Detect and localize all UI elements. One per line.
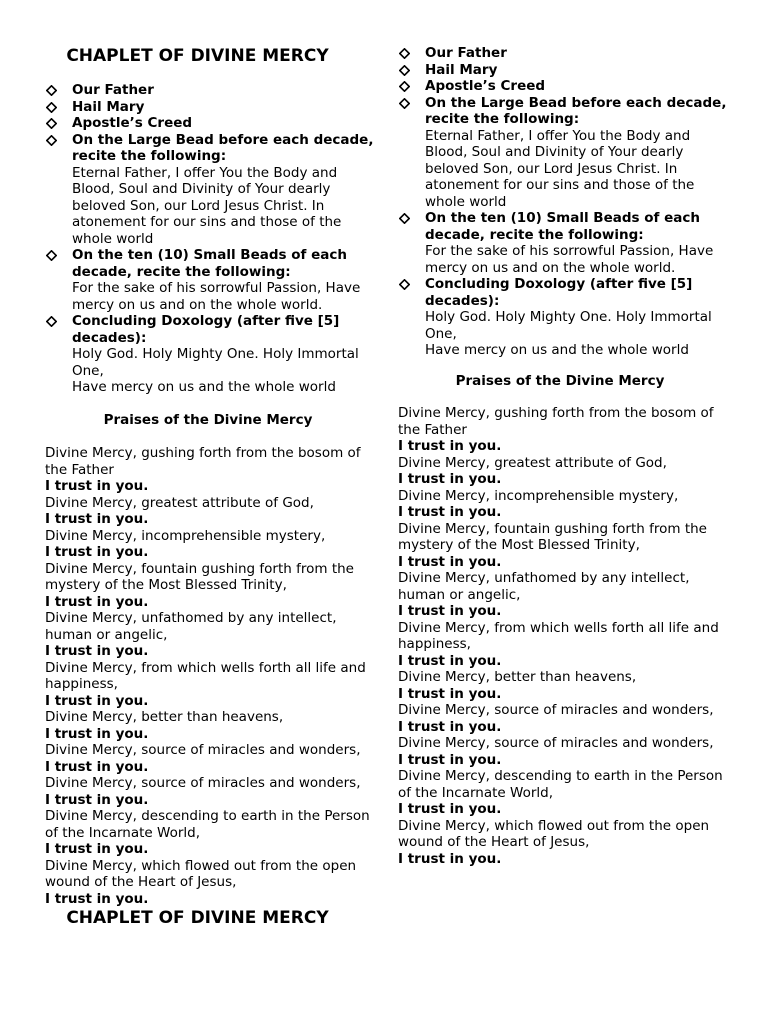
prayer-item <box>398 62 728 79</box>
praises-list <box>45 445 375 907</box>
praise-line: Divine Mercy, incomprehensible mystery, <box>45 527 326 544</box>
praise-line: Divine Mercy, source of miracles and wonders, <box>398 735 714 751</box>
prayer-heading: Apostle’s Creed <box>72 115 193 131</box>
prayer-item <box>398 78 728 95</box>
praise-response: I trust in you. <box>398 685 502 702</box>
prayer-item <box>45 99 375 116</box>
praise-line: Divine Mercy, source of miracles and wonders, <box>398 702 714 718</box>
prayer-heading: Hail Mary <box>425 61 498 78</box>
diamond-bullet-icon <box>46 135 57 146</box>
praise-response: I trust in you. <box>398 471 502 487</box>
praise-response: I trust in you. <box>45 791 149 808</box>
praise-line: Divine Mercy, descending to earth in the Person of the Incarnate World, <box>45 808 370 841</box>
praise-response: I trust in you. <box>398 801 502 817</box>
prayer-text: Have mercy on us and the whole world <box>72 379 336 395</box>
praise-line: Divine Mercy, source of miracles and wonders, <box>45 742 361 758</box>
prayer-list <box>45 82 375 396</box>
praise-response: I trust in you. <box>45 643 149 659</box>
prayer-heading: On the Large Bead before each decade, recite the following: <box>425 94 727 127</box>
prayer-text: For the sake of his sorrowful Passion, Have mercy on us and on the whole world. <box>72 280 361 313</box>
praise-line: Divine Mercy, fountain gushing forth from the mystery of the Most Blessed Trinity, <box>398 520 707 553</box>
praise-response: I trust in you. <box>45 692 149 709</box>
prayer-text: Have mercy on us and the whole world <box>425 342 689 358</box>
diamond-bullet-icon <box>399 65 410 76</box>
praise-line: Divine Mercy, source of miracles and wonders, <box>45 775 361 791</box>
document-title-repeat: CHAPLET OF DIVINE MERCY <box>66 908 329 928</box>
praise-line: Divine Mercy, incomprehensible mystery, <box>398 487 679 504</box>
prayer-item <box>45 247 375 313</box>
prayer-item <box>45 313 375 396</box>
praise-response: I trust in you. <box>45 841 149 857</box>
prayer-heading: Our Father <box>425 45 507 61</box>
praise-line: Divine Mercy, greatest attribute of God, <box>45 494 314 511</box>
prayer-item <box>398 276 728 359</box>
praise-response: I trust in you. <box>398 553 502 570</box>
praise-line: Divine Mercy, gushing forth from the bosom of the Father <box>45 445 361 478</box>
diamond-bullet-icon <box>46 118 57 129</box>
praise-line: Divine Mercy, better than heavens, <box>45 709 284 725</box>
prayer-item <box>398 45 728 62</box>
diamond-bullet-icon <box>399 279 410 290</box>
praise-response: I trust in you. <box>398 603 502 619</box>
diamond-bullet-icon <box>46 316 57 327</box>
prayer-text: Eternal Father, I offer You the Body and Blood, Soul and Divinity of Your dearly beloved Son, our Lord Jesus Christ. In atonement for our sins and those of the whole world <box>425 127 695 210</box>
praise-response: I trust in you. <box>45 593 149 610</box>
praises-list <box>398 405 728 867</box>
prayer-heading: On the ten (10) Small Beads of each decade, recite the following: <box>72 247 347 280</box>
praise-response: I trust in you. <box>45 758 149 775</box>
praise-response: I trust in you. <box>398 652 502 669</box>
prayer-text: Holy God. Holy Mighty One. Holy Immortal One, <box>425 309 712 342</box>
praise-response: I trust in you. <box>45 890 149 907</box>
prayer-heading: Apostle’s Creed <box>425 78 546 94</box>
praise-line: Divine Mercy, which flowed out from the open wound of the Heart of Jesus, <box>45 857 357 890</box>
prayer-heading: On the ten (10) Small Beads of each decade, recite the following: <box>425 210 700 243</box>
diamond-bullet-icon <box>46 102 57 113</box>
praise-response: I trust in you. <box>45 544 149 560</box>
prayer-text: For the sake of his sorrowful Passion, Have mercy on us and on the whole world. <box>425 243 714 276</box>
left-column <box>45 45 375 929</box>
prayer-item <box>398 95 728 211</box>
praises-heading: Praises of the Divine Mercy <box>103 411 313 428</box>
praise-line: Divine Mercy, greatest attribute of God, <box>398 454 667 471</box>
praise-response: I trust in you. <box>45 511 149 527</box>
prayer-item <box>45 132 375 248</box>
praise-line: Divine Mercy, from which wells forth all life and happiness, <box>45 659 366 692</box>
praise-line: Divine Mercy, from which wells forth all life and happiness, <box>398 619 719 652</box>
praise-line: Divine Mercy, gushing forth from the bosom of the Father <box>398 405 714 438</box>
prayer-item <box>398 210 728 276</box>
diamond-bullet-icon <box>399 81 410 92</box>
praise-line: Divine Mercy, which flowed out from the open wound of the Heart of Jesus, <box>398 817 710 850</box>
document-title: CHAPLET OF DIVINE MERCY <box>66 46 329 66</box>
praise-response: I trust in you. <box>45 725 149 742</box>
praise-response: I trust in you. <box>398 718 502 735</box>
praise-response: I trust in you. <box>398 850 502 867</box>
prayer-heading: Concluding Doxology (after five [5] decades): <box>72 313 340 346</box>
prayer-list <box>398 45 728 359</box>
diamond-bullet-icon <box>399 48 410 59</box>
prayer-item <box>45 115 375 132</box>
prayer-heading: Our Father <box>72 82 154 98</box>
prayer-heading: Concluding Doxology (after five [5] decades): <box>425 276 693 309</box>
diamond-bullet-icon <box>46 250 57 261</box>
prayer-heading: Hail Mary <box>72 98 145 115</box>
prayer-heading: On the Large Bead before each decade, recite the following: <box>72 131 374 164</box>
prayer-text: Eternal Father, I offer You the Body and Blood, Soul and Divinity of Your dearly beloved Son, our Lord Jesus Christ. In atonement for our sins and those of the whole world <box>72 164 342 247</box>
praise-line: Divine Mercy, descending to earth in the Person of the Incarnate World, <box>398 768 723 801</box>
praise-line: Divine Mercy, unfathomed by any intellect, human or angelic, <box>45 610 337 643</box>
diamond-bullet-icon <box>46 85 57 96</box>
praise-line: Divine Mercy, unfathomed by any intellect, human or angelic, <box>398 570 690 603</box>
praise-response: I trust in you. <box>398 438 502 454</box>
prayer-item <box>45 82 375 99</box>
right-column <box>398 45 728 867</box>
diamond-bullet-icon <box>399 213 410 224</box>
praise-line: Divine Mercy, fountain gushing forth from the mystery of the Most Blessed Trinity, <box>45 560 354 593</box>
praise-line: Divine Mercy, better than heavens, <box>398 669 637 685</box>
praises-heading: Praises of the Divine Mercy <box>455 372 665 389</box>
praise-response: I trust in you. <box>398 751 502 768</box>
diamond-bullet-icon <box>399 98 410 109</box>
praise-response: I trust in you. <box>398 504 502 520</box>
prayer-text: Holy God. Holy Mighty One. Holy Immortal One, <box>72 346 359 379</box>
praise-response: I trust in you. <box>45 478 149 494</box>
